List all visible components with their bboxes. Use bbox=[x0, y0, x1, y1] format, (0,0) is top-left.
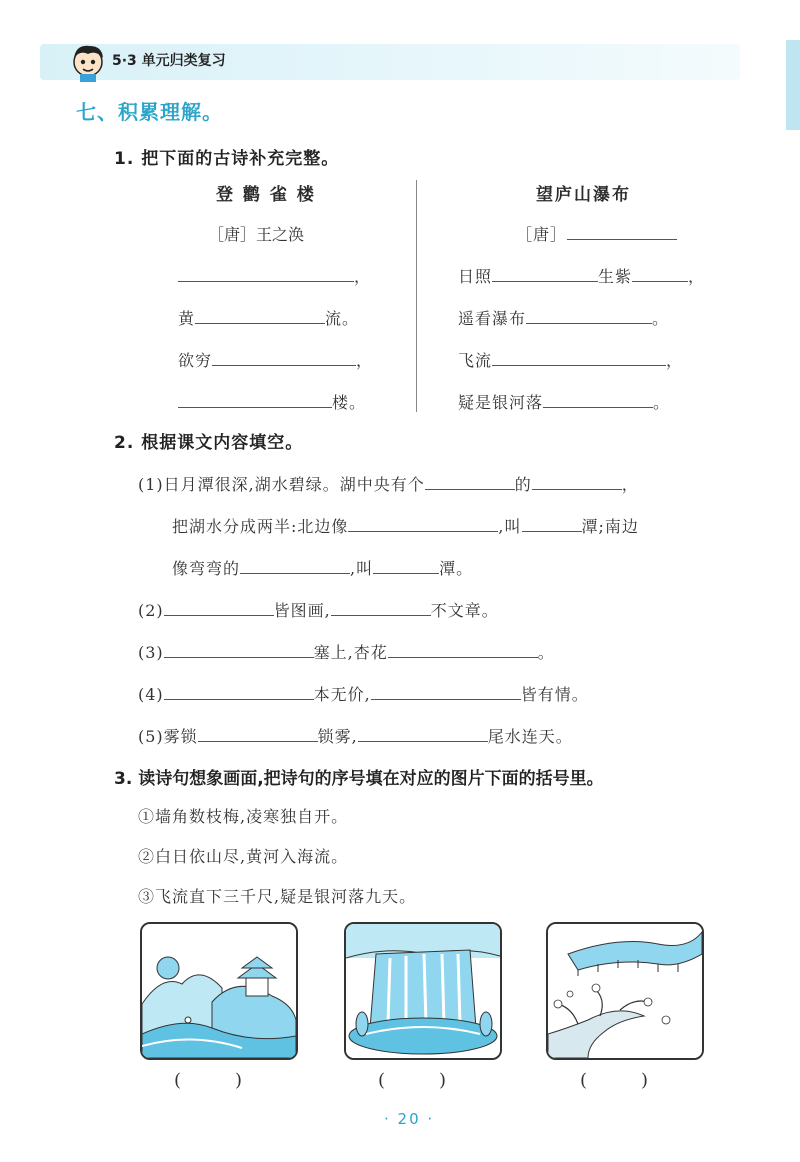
picture-waterfall bbox=[344, 922, 502, 1060]
poem-right-line-4: 疑是银河落 。 bbox=[458, 393, 671, 412]
answer-paren-2[interactable]: ( ) bbox=[378, 1070, 447, 1091]
picture-mountain-pavilion bbox=[140, 922, 298, 1060]
answer-blank[interactable] bbox=[371, 685, 521, 700]
poem-right-title: 望庐山瀑布 bbox=[536, 185, 631, 205]
answer-blank[interactable] bbox=[543, 393, 653, 408]
answer-blank[interactable] bbox=[522, 517, 582, 532]
answer-blank[interactable] bbox=[358, 727, 488, 742]
q2-item-2: (2) 皆图画, 不文章。 bbox=[138, 601, 499, 620]
poem-left-author: ［唐］王之涣 bbox=[208, 225, 305, 244]
cartoon-boy-icon bbox=[66, 38, 110, 82]
answer-blank[interactable] bbox=[240, 559, 350, 574]
answer-blank[interactable] bbox=[198, 727, 318, 742]
q2-item-1-line-1: (1)日月潭很深,湖水碧绿。湖中央有个 的 ， bbox=[138, 475, 639, 494]
poem-right-author: ［唐］ bbox=[516, 222, 677, 245]
q2-item-1-line-3: 像弯弯的 ,叫 潭。 bbox=[172, 559, 474, 578]
header-label: 5·3 单元归类复习 bbox=[112, 53, 226, 69]
poem-right-line-3: 飞流 ， bbox=[458, 351, 684, 370]
answer-blank[interactable] bbox=[178, 393, 332, 408]
poem-right-line-1: 日照 生紫 ， bbox=[458, 267, 706, 286]
answer-blank[interactable] bbox=[164, 643, 314, 658]
question-2-title: 2. 根据课文内容填空。 bbox=[114, 433, 304, 453]
answer-blank[interactable] bbox=[532, 475, 622, 490]
q3-line-3: ③飞流直下三千尺,疑是银河落九天。 bbox=[138, 887, 417, 906]
answer-blank[interactable] bbox=[492, 267, 598, 282]
q2-item-5: (5)雾锁 锁雾, 尾水连天。 bbox=[138, 727, 573, 746]
answer-blank[interactable] bbox=[212, 351, 356, 366]
poem-left-line-2: 黄 流。 bbox=[178, 309, 360, 328]
answer-paren-3[interactable]: ( ) bbox=[580, 1070, 649, 1091]
answer-blank[interactable] bbox=[164, 601, 274, 616]
poem-divider bbox=[416, 180, 417, 412]
poem-left-line-1: ， bbox=[178, 264, 371, 287]
answer-blank[interactable] bbox=[164, 685, 314, 700]
answer-blank[interactable] bbox=[195, 309, 325, 324]
answer-blank[interactable] bbox=[567, 225, 677, 240]
answer-blank[interactable] bbox=[425, 475, 515, 490]
q2-item-3: (3) 塞上,杏花 。 bbox=[138, 643, 555, 662]
picture-plum-blossom bbox=[546, 922, 704, 1060]
page-number: · 20 · bbox=[384, 1110, 435, 1128]
mountain-pavilion-illustration bbox=[142, 924, 296, 1058]
poem-left-line-3: 欲穷 ， bbox=[178, 351, 374, 370]
poem-left-title: 登 鹳 雀 楼 bbox=[216, 185, 316, 205]
waterfall-illustration bbox=[346, 924, 500, 1058]
q3-line-1: ①墙角数枝梅,凌寒独自开。 bbox=[138, 807, 349, 826]
poem-right-line-2: 遥看瀑布 。 bbox=[458, 309, 670, 328]
answer-blank[interactable] bbox=[492, 351, 666, 366]
answer-blank[interactable] bbox=[178, 267, 354, 282]
answer-paren-1[interactable]: ( ) bbox=[174, 1070, 243, 1091]
q2-item-4: (4) 本无价, 皆有情。 bbox=[138, 685, 589, 704]
question-1-title: 1. 把下面的古诗补充完整。 bbox=[114, 149, 340, 169]
plum-blossom-illustration bbox=[548, 924, 702, 1058]
question-3-title: 3. 读诗句想象画面,把诗句的序号填在对应的图片下面的括号里。 bbox=[114, 769, 604, 789]
answer-blank[interactable] bbox=[348, 517, 498, 532]
answer-blank[interactable] bbox=[526, 309, 652, 324]
answer-blank[interactable] bbox=[331, 601, 431, 616]
answer-blank[interactable] bbox=[632, 267, 688, 282]
q3-line-2: ②白日依山尽,黄河入海流。 bbox=[138, 847, 349, 866]
section-title: 七、积累理解。 bbox=[76, 100, 223, 124]
answer-blank[interactable] bbox=[373, 559, 439, 574]
q2-item-1-line-2: 把湖水分成两半:北边像 ,叫 潭;南边 bbox=[172, 517, 639, 536]
answer-blank[interactable] bbox=[388, 643, 538, 658]
page-edge-stripe bbox=[786, 40, 800, 130]
poem-left-line-4: 楼。 bbox=[178, 390, 366, 413]
